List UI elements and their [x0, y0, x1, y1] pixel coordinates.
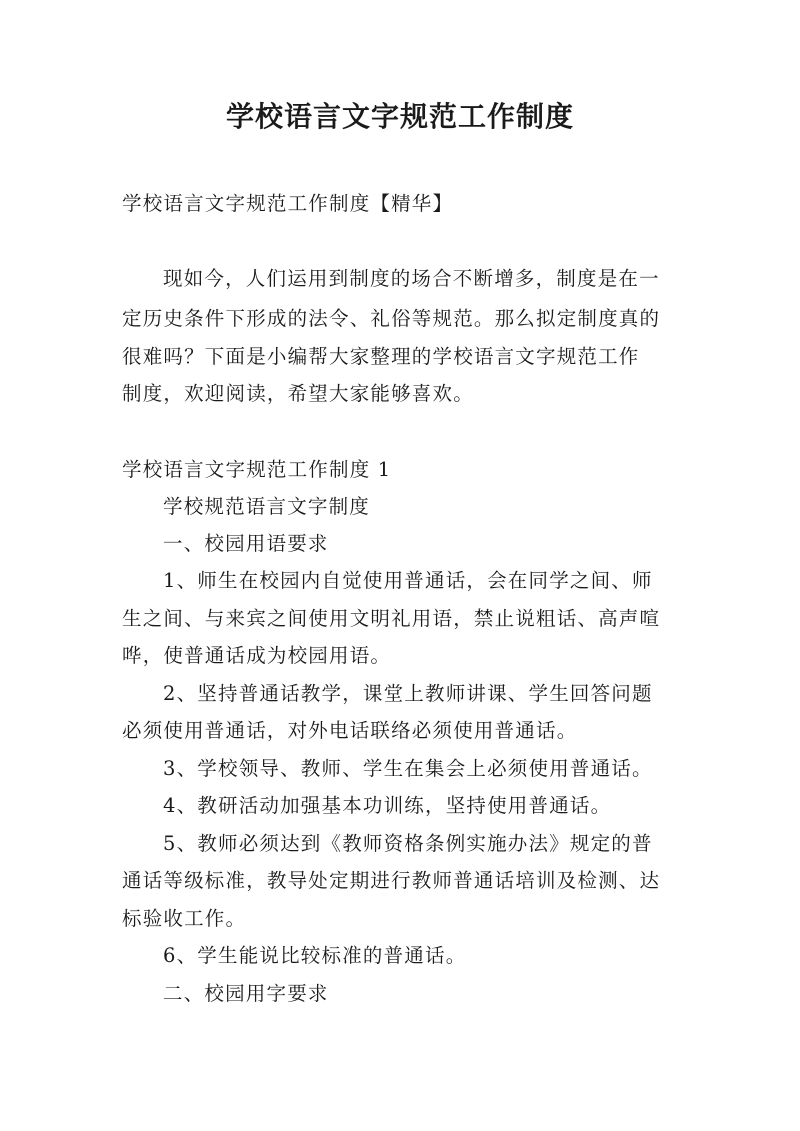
item-line: 3、学校领导、教师、学生在集会上必须使用普通话。	[163, 757, 653, 780]
item-line: 4、教研活动加强基本功训练，坚持使用普通话。	[163, 794, 612, 817]
item-line: 标验收工作。	[122, 907, 247, 930]
intro-line: 很难吗？下面是小编帮大家整理的学校语言文字规范工作	[122, 345, 640, 368]
item-line: 1、师生在校园内自觉使用普通话，会在同学之间、师	[163, 569, 653, 592]
document-subtitle: 学校语言文字规范工作制度【精华】	[122, 192, 454, 215]
intro-line: 制度，欢迎阅读，希望大家能够喜欢。	[122, 382, 474, 405]
part-heading: 一、校园用语要求	[163, 532, 329, 555]
part-heading: 二、校园用字要求	[163, 982, 329, 1005]
item-line: 5、教师必须达到《教师资格条例实施办法》规定的普	[163, 832, 653, 855]
item-line: 生之间、与来宾之间使用文明礼用语，禁止说粗话、高声喧	[122, 607, 661, 630]
document-title: 学校语言文字规范工作制度	[225, 100, 574, 133]
item-line: 必须使用普通话，对外电话联络必须使用普通话。	[122, 719, 578, 742]
item-line: 哗，使普通话成为校园用语。	[122, 644, 392, 667]
section-heading: 学校语言文字规范工作制度 1	[122, 458, 392, 481]
item-line: 2、坚持普通话教学，课堂上教师讲课、学生回答问题	[163, 682, 653, 705]
intro-line: 定历史条件下形成的法令、礼俗等规范。那么拟定制度真的	[122, 307, 661, 330]
item-line: 6、学生能说比较标准的普通话。	[163, 944, 467, 967]
intro-line: 现如今，人们运用到制度的场合不断增多，制度是在一	[163, 267, 660, 290]
section-title: 学校规范语言文字制度	[163, 495, 371, 518]
item-line: 通话等级标准，教导处定期进行教师普通话培训及检测、达	[122, 869, 661, 892]
